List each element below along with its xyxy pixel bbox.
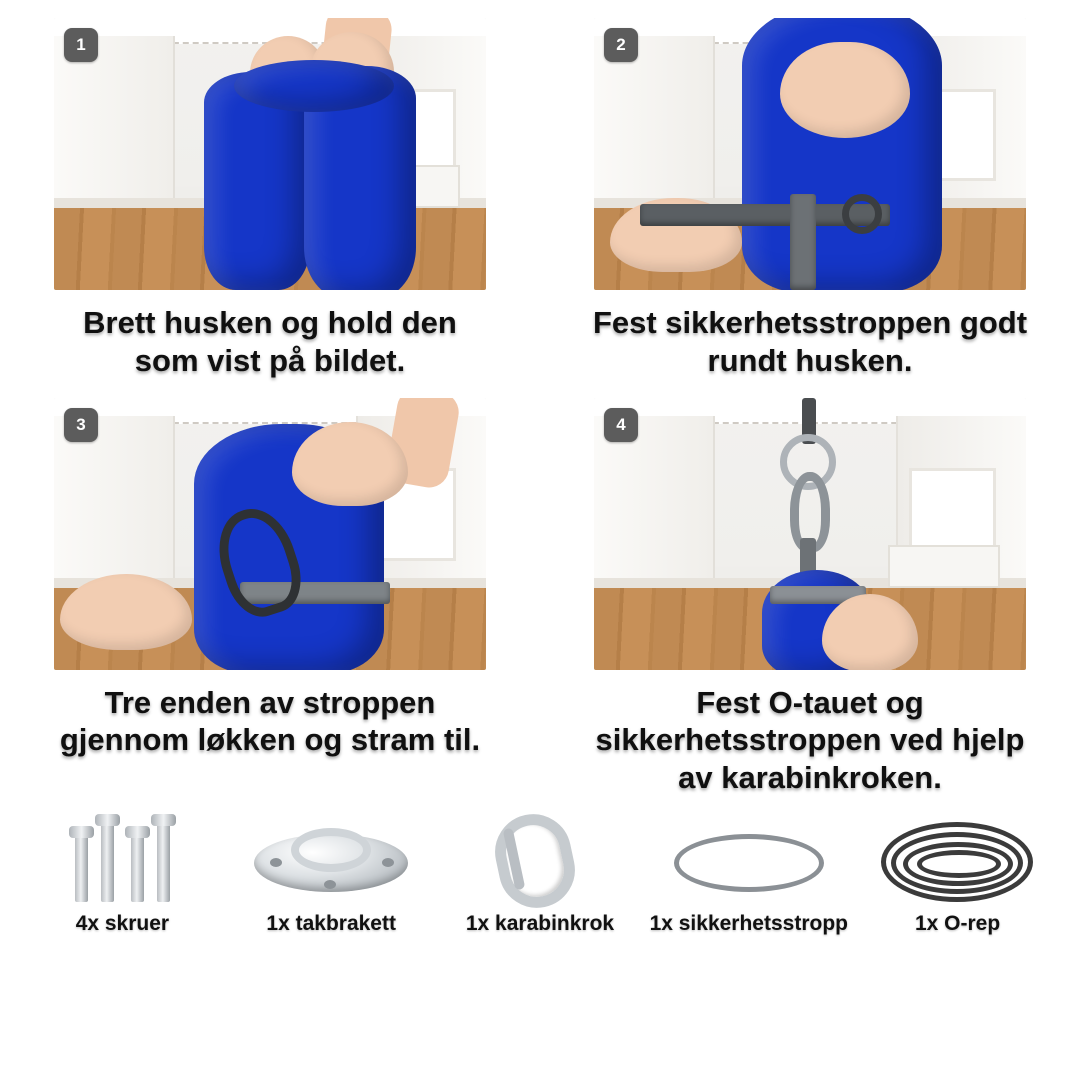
part-label: 1x O-rep [914, 912, 1001, 935]
screws-icon [27, 812, 217, 908]
part-label: 1x takbrakett [266, 912, 396, 935]
step-2 [540, 0, 1080, 380]
part-label: 4x skruer [75, 912, 170, 935]
step-4-photo [594, 398, 1026, 670]
step-3-photo [54, 398, 486, 670]
carabiner-icon [445, 812, 635, 908]
part-label: 1x karabinkrok [465, 912, 615, 935]
step-number-badge: 2 [604, 28, 638, 62]
step-number-badge: 1 [64, 28, 98, 62]
part-safety-strap [644, 812, 853, 936]
part-screws [18, 812, 227, 936]
step-number-badge: 3 [64, 408, 98, 442]
step-number-badge: 4 [604, 408, 638, 442]
ceiling-bracket-icon [236, 812, 426, 908]
safety-strap-icon [654, 812, 844, 908]
step-1-caption: Brett husken og hold den som vist på bildet. [83, 305, 457, 378]
swing-fabric-top [234, 60, 394, 112]
step-1-photo [54, 18, 486, 290]
strap-ring-icon [842, 194, 882, 234]
step-4-caption: Fest O-tauet og sikkerhetsstroppen ved hjelp av karabinkroken. [595, 684, 1025, 796]
part-o-rope [853, 812, 1062, 936]
step-1 [0, 0, 540, 380]
step-4 [540, 380, 1080, 797]
part-ceiling-bracket [227, 812, 436, 936]
part-label: 1x sikkerhetsstropp [649, 912, 848, 935]
hand-top [780, 42, 910, 138]
step-3-caption: Tre enden av stroppen gjennom løkken og stram til. [59, 684, 481, 758]
part-carabiner [436, 812, 645, 936]
safety-strap-wrap [790, 194, 816, 290]
step-2-photo [594, 18, 1026, 290]
parts-list [0, 812, 1080, 936]
step-3 [0, 380, 540, 797]
step-2-caption: Fest sikkerhetsstroppen godt rundt husken. [592, 305, 1028, 378]
o-rope-icon [863, 812, 1053, 908]
